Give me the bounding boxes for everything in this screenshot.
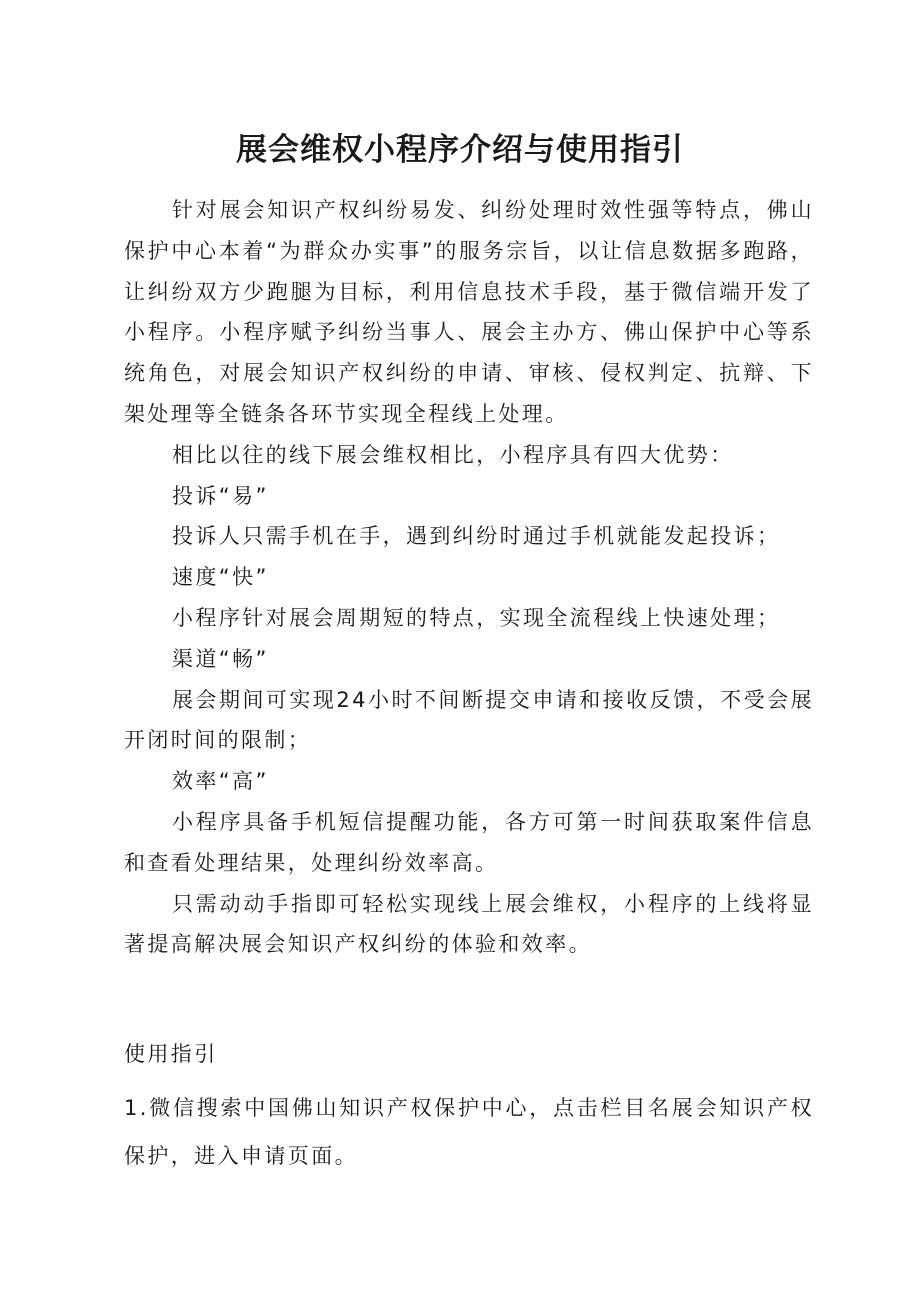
advantage-heading-efficient: 效率“高” <box>172 769 269 794</box>
advantage-text-smooth: 展会期间可实现24小时不间断提交申请和接收反馈，不受会展开闭时间的限制； <box>124 687 814 753</box>
intro-paragraph: 针对展会知识产权纠纷易发、纠纷处理时效性强等特点，佛山保护中心本着“为群众办实事”的服务宗旨，以让信息数据多跑路，让纠纷双方少跑腿为目标，利用信息技术手段，基于微信端开发了小程序。小程序赋予纠纷当事人、展会主办方、佛山保护中心等系统角色，对展会知识产权纠纷的申请、审核、侵权判定、抗辩、下架处理等全链条各环节实现全程线上处理。 <box>124 198 814 426</box>
advantage-heading-fast: 速度“快” <box>172 565 269 590</box>
advantages-intro: 相比以往的线下展会维权相比，小程序具有四大优势： <box>172 442 734 467</box>
document-title: 展会维权小程序介绍与使用指引 <box>236 132 684 168</box>
advantage-text-fast: 小程序针对展会周期短的特点，实现全流程线上快速处理； <box>172 605 781 630</box>
document-body <box>124 190 814 965</box>
advantage-text-easy: 投诉人只需手机在手，遇到纠纷时通过手机就能发起投诉； <box>172 524 781 549</box>
guide-heading: 使用指引 <box>124 1042 218 1066</box>
advantage-text-efficient: 小程序具备手机短信提醒功能，各方可第一时间获取案件信息和查看处理结果，处理纠纷效率高。 <box>124 809 814 875</box>
guide-step: 1.微信搜索中国佛山知识产权保护中心，点击栏目名展会知识产权保护，进入申请页面。 <box>124 1096 814 1168</box>
closing-paragraph: 只需动动手指即可轻松实现线上展会维权，小程序的上线将显著提高解决展会知识产权纠纷的体验和效率。 <box>124 891 814 957</box>
advantage-heading-smooth: 渠道“畅” <box>172 646 269 671</box>
advantage-heading-easy: 投诉“易” <box>172 483 269 508</box>
